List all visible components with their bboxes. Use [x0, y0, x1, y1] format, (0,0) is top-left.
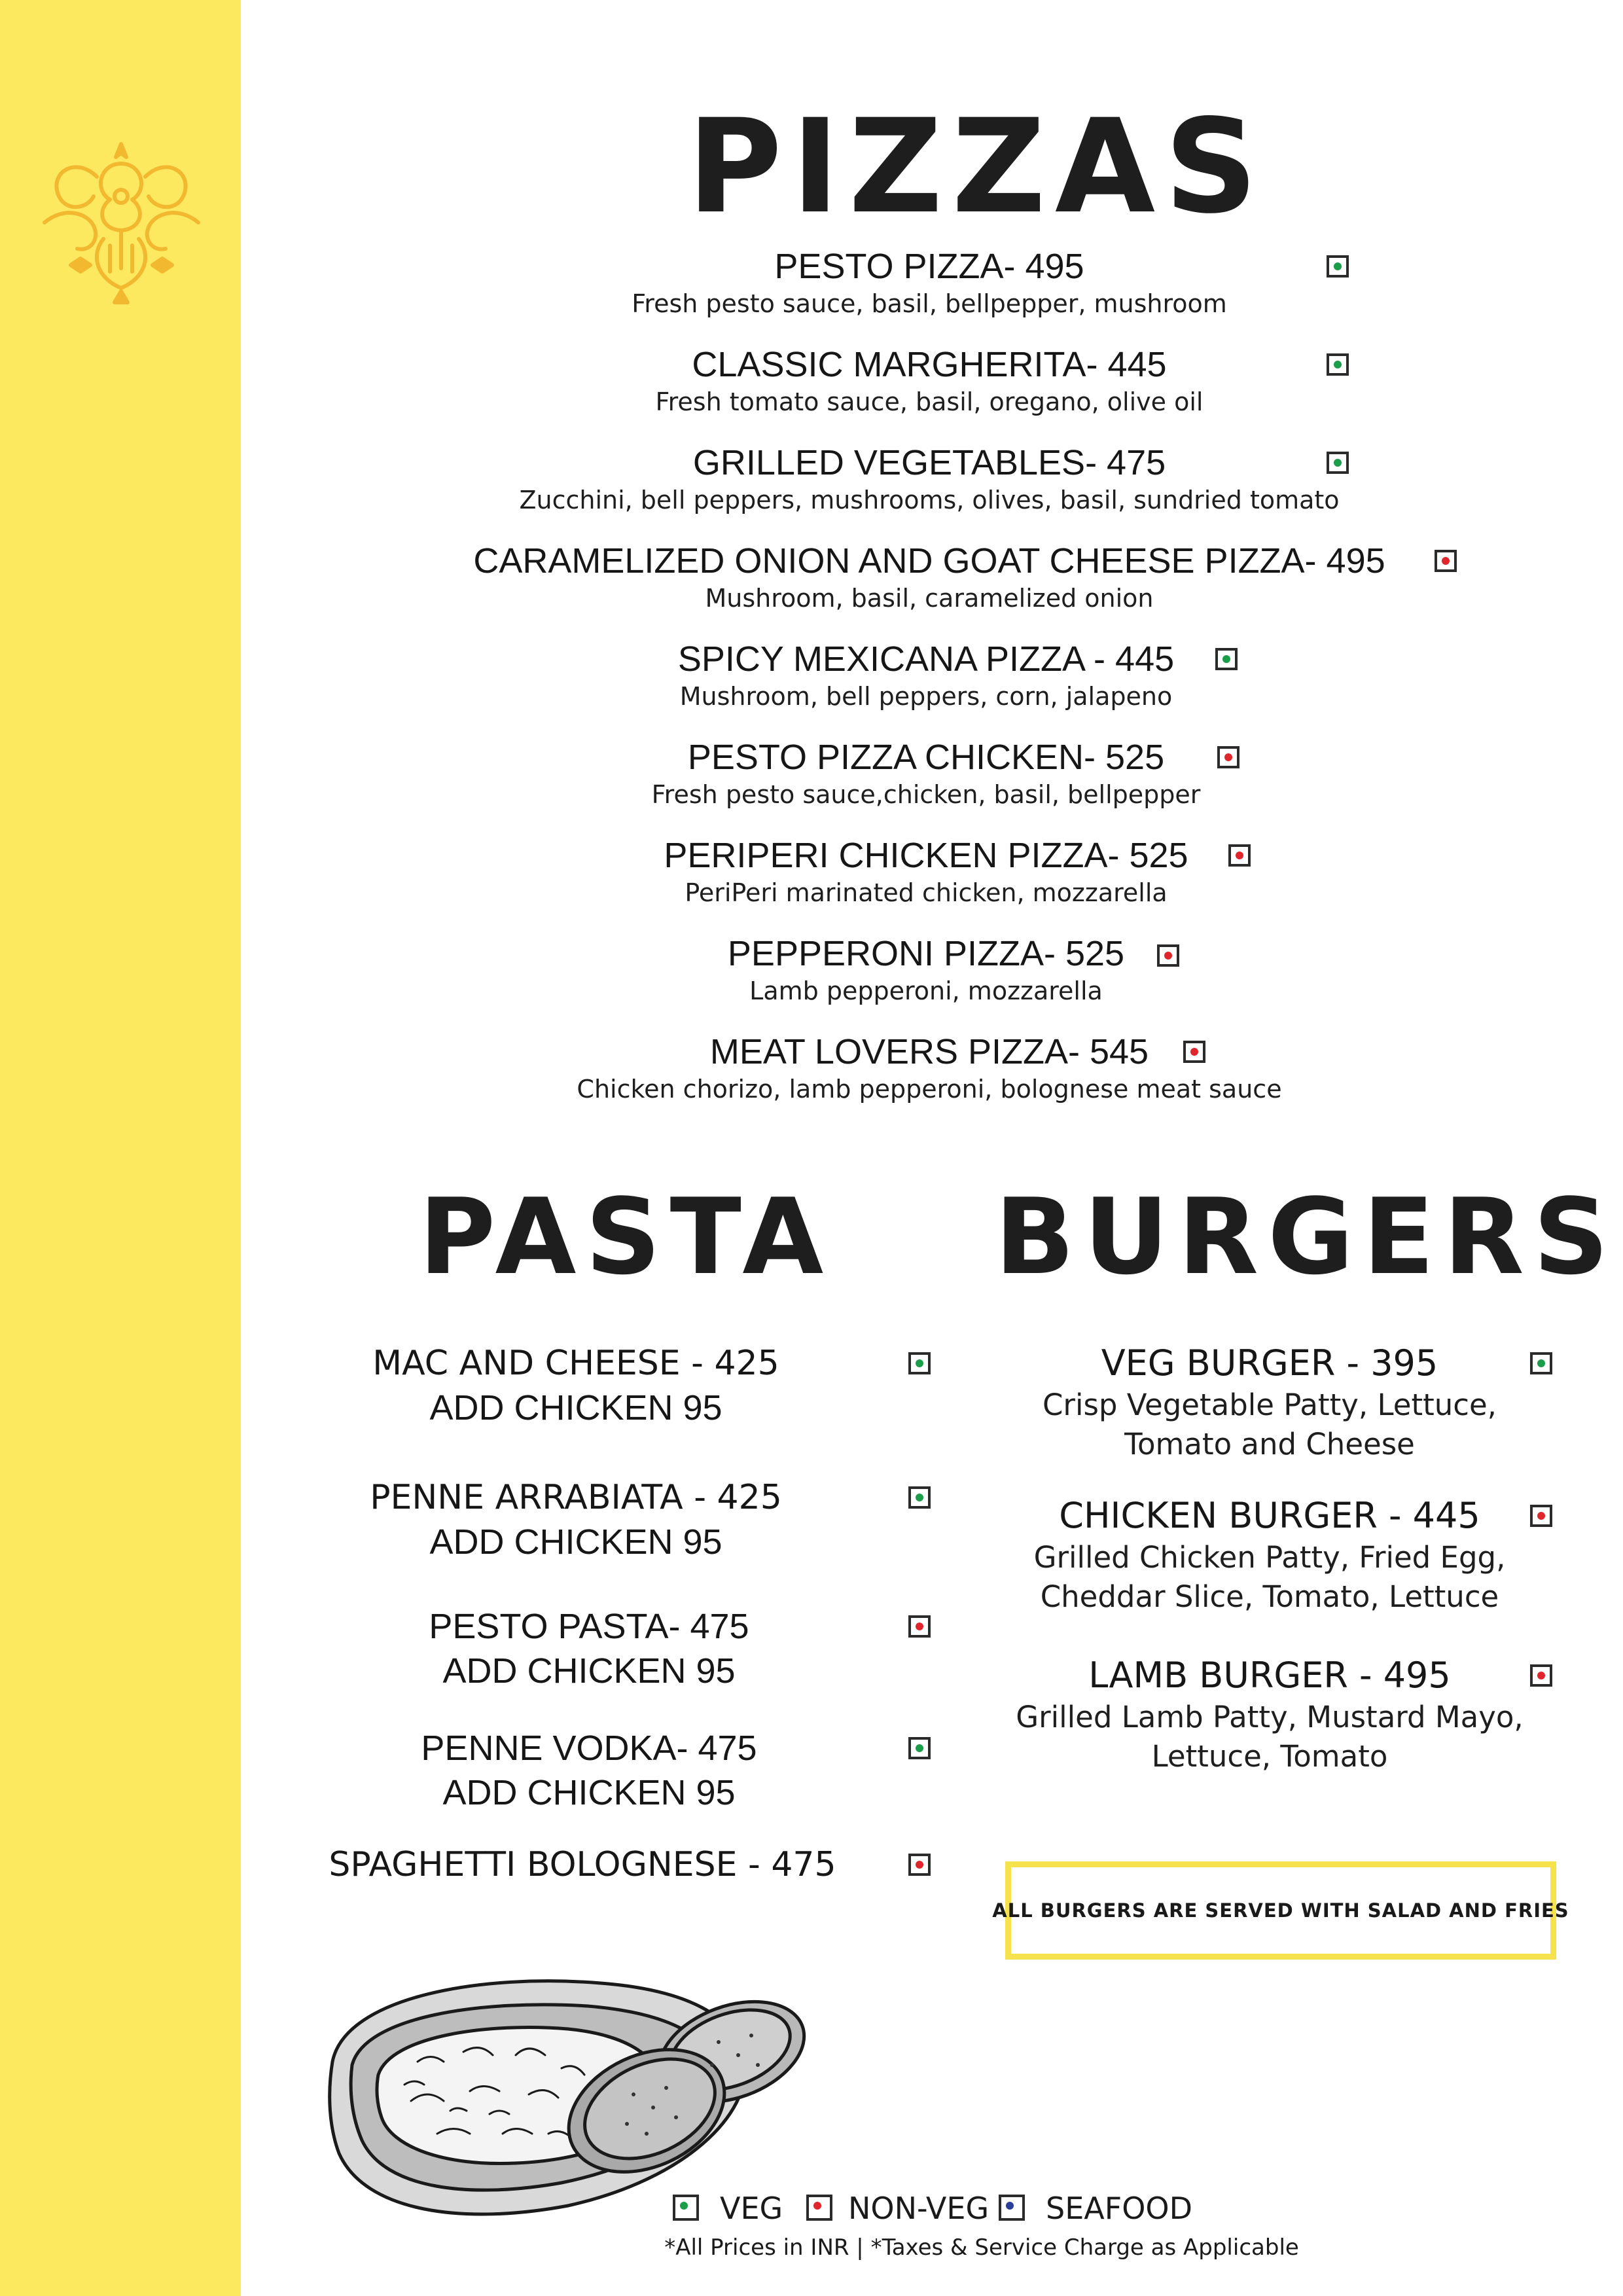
pasta-item [321, 1604, 857, 1693]
pizza-item [419, 539, 1440, 614]
nonveg-mark-icon [1530, 1664, 1552, 1687]
pizza-name: CARAMELIZED ONION AND GOAT CHEESE PIZZA- 495 [473, 541, 1385, 581]
veg-mark-icon [1530, 1352, 1552, 1374]
pizza-description: Mushroom, basil, caramelized onion [705, 584, 1154, 613]
pizza-item [569, 736, 1283, 810]
pizza-description: Fresh tomato sauce, basil, oregano, olive oil [655, 387, 1204, 416]
pizza-description: PeriPeri marinated chicken, mozzarella [685, 878, 1168, 907]
yellow-sidebar [0, 0, 241, 2296]
nonveg-mark-icon [806, 2195, 832, 2221]
pizza-description: Zucchini, bell peppers, mushrooms, olives, basil, sundried tomato [519, 486, 1340, 514]
pizza-item [550, 343, 1309, 418]
burger-description-line2: Lettuce, Tomato [1151, 1739, 1388, 1774]
nonveg-mark-icon [1183, 1041, 1205, 1063]
pasta-addon: ADD CHICKEN 95 [429, 1522, 722, 1562]
pasta-name: PENNE VODKA- 475 [421, 1729, 757, 1768]
pizza-description: Fresh pesto sauce,chicken, basil, bellpepper [651, 780, 1201, 809]
burger-name: LAMB BURGER - 495 [1088, 1655, 1451, 1696]
pizza-name: SPICY MEXICANA PIZZA - 445 [677, 639, 1175, 679]
veg-mark-icon [1327, 353, 1349, 376]
burger-name: VEG BURGER - 395 [1101, 1342, 1438, 1384]
pasta-item [308, 1475, 844, 1564]
pizza-item [569, 932, 1283, 1007]
pizza-description: Chicken chorizo, lamb pepperoni, bolognese meat sauce [577, 1075, 1282, 1103]
burger-name: CHICKEN BURGER - 445 [1059, 1495, 1480, 1536]
price-footnote: *All Prices in INR | *Taxes & Service Charge as Applicable [664, 2234, 1299, 2261]
legend-veg-label: VEG [720, 2191, 783, 2226]
pizza-name: GRILLED VEGETABLES- 475 [692, 443, 1166, 482]
seafood-mark-icon [999, 2195, 1025, 2221]
pasta-addon: ADD CHICKEN 95 [429, 1388, 722, 1427]
nonveg-mark-icon [1157, 944, 1179, 967]
burger-description-line1: Crisp Vegetable Patty, Lettuce, [1043, 1388, 1497, 1422]
burger-item [1001, 1494, 1538, 1617]
pasta-name: PENNE ARRABIATA - 425 [370, 1478, 782, 1517]
pizza-description: Mushroom, bell peppers, corn, jalapeno [679, 682, 1173, 711]
pasta-item [321, 1726, 857, 1815]
pasta-heading: PASTA [419, 1175, 833, 1298]
veg-mark-icon [1327, 452, 1349, 474]
pizza-description: Fresh pesto sauce, basil, bellpepper, mushroom [632, 289, 1227, 318]
pizza-name: CLASSIC MARGHERITA- 445 [692, 345, 1167, 384]
burger-description-line2: Cheddar Slice, Tomato, Lettuce [1040, 1579, 1499, 1614]
ornament-logo-icon [31, 131, 211, 308]
pizza-name: MEAT LOVERS PIZZA- 545 [709, 1032, 1149, 1071]
veg-mark-icon [908, 1486, 931, 1509]
nonveg-mark-icon [1228, 844, 1251, 867]
pasta-plate-illustration [319, 1937, 836, 2232]
nonveg-mark-icon [908, 1854, 931, 1876]
veg-mark-icon [1215, 648, 1238, 670]
pizza-name: PERIPERI CHICKEN PIZZA- 525 [664, 836, 1188, 875]
pasta-item [308, 1341, 844, 1430]
nonveg-mark-icon [908, 1615, 931, 1638]
nonveg-mark-icon [1217, 746, 1240, 768]
pizza-item [484, 441, 1374, 516]
pasta-name: SPAGHETTI BOLOGNESE - 475 [329, 1845, 836, 1884]
pasta-name: MAC AND CHEESE - 425 [372, 1344, 779, 1383]
pizza-name: PESTO PIZZA CHICKEN- 525 [687, 738, 1165, 777]
pizza-name: PEPPERONI PIZZA- 525 [727, 934, 1125, 973]
veg-mark-icon [908, 1352, 931, 1374]
burger-description-line2: Tomato and Cheese [1124, 1427, 1415, 1462]
burger-description-line1: Grilled Lamb Patty, Mustard Mayo, [1016, 1700, 1524, 1734]
pizzas-heading: PIZZAS [687, 91, 1267, 242]
nonveg-mark-icon [1530, 1505, 1552, 1527]
pizza-item [550, 245, 1309, 319]
pasta-addon: ADD CHICKEN 95 [442, 1651, 736, 1691]
pizza-item [569, 834, 1283, 908]
veg-mark-icon [1327, 255, 1349, 278]
burger-notice-box [992, 1861, 1569, 1960]
pizza-item [569, 637, 1283, 712]
pizza-item [484, 1030, 1374, 1105]
pasta-addon: ADD CHICKEN 95 [442, 1773, 736, 1812]
legend-seafood-label: SEAFOOD [1046, 2191, 1193, 2226]
burger-description-line1: Grilled Chicken Patty, Fried Egg, [1033, 1540, 1506, 1575]
pizza-description: Lamb pepperoni, mozzarella [749, 977, 1103, 1005]
nonveg-mark-icon [1435, 550, 1457, 572]
veg-mark-icon [673, 2195, 699, 2221]
legend-nonveg-label: NON-VEG [848, 2191, 990, 2226]
burger-notice-text: ALL BURGERS ARE SERVED WITH SALAD AND FRIES [992, 1899, 1569, 1922]
pizza-name: PESTO PIZZA- 495 [774, 247, 1084, 286]
burgers-heading: BURGERS [995, 1175, 1618, 1298]
burger-item [1001, 1653, 1538, 1776]
pasta-name: PESTO PASTA- 475 [429, 1607, 749, 1646]
pasta-item [294, 1842, 870, 1887]
veg-mark-icon [908, 1737, 931, 1759]
burger-item [1001, 1341, 1538, 1464]
